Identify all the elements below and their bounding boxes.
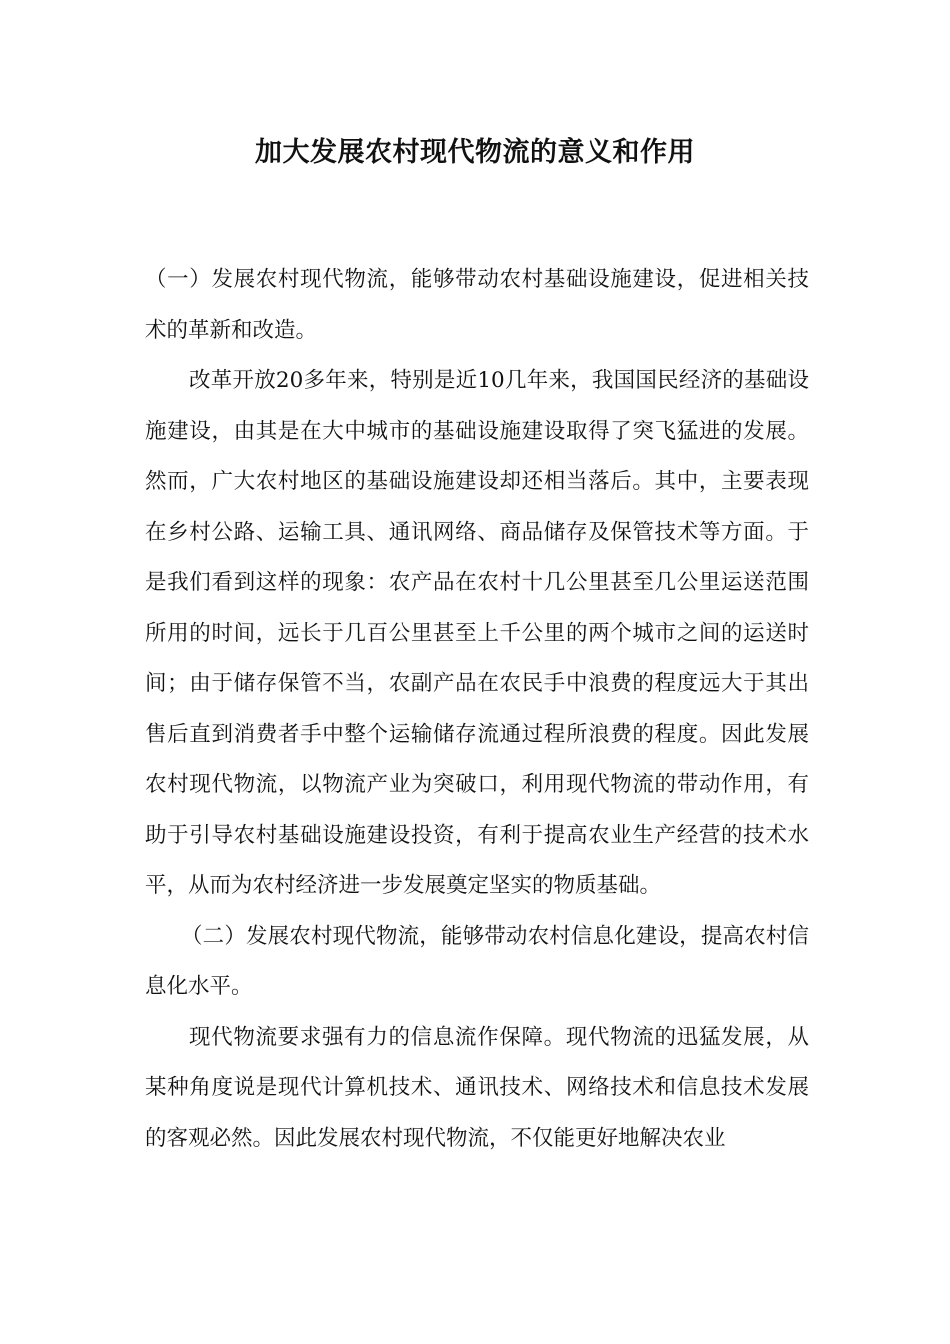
document-body <box>145 255 809 1164</box>
body-paragraph-1: 改革开放20多年来，特别是近10几年来，我国国民经济的基础设施建设，由其是在大中城市的基础设施建设取得了突飞猛进的发展。然而，广大农村地区的基础设施建设却还相当落后。其中，主要表现在乡村公路、运输工具、通讯网络、商品储存及保管技术等方面。于是我们看到这样的现象：农产品在农村十几公里甚至几公里运送范围所用的时间，远长于几百公里甚至上千公里的两个城市之间的运送时间；由于储存保管不当，农副产品在农民手中浪费的程度远大于其出售后直到消费者手中整个运输储存流通过程所浪费的程度。因此发展农村现代物流，以物流产业为突破口，利用现代物流的带动作用，有助于引导农村基础设施建设投资，有利于提高农业生产经营的技术水平，从而为农村经济进一步发展奠定坚实的物质基础。 <box>145 368 809 898</box>
section-heading-2: （二）发展农村现代物流，能够带动农村信息化建设，提高农村信息化水平。 <box>145 923 809 999</box>
document-title: 加大发展农村现代物流的意义和作用 <box>255 137 695 168</box>
section-heading-1: （一）发展农村现代物流，能够带动农村基础设施建设，促进相关技术的革新和改造。 <box>145 267 809 343</box>
body-paragraph-2: 现代物流要求强有力的信息流作保障。现代物流的迅猛发展，从某种角度说是现代计算机技术、通讯技术、网络技术和信息技术发展的客观必然。因此发展农村现代物流，不仅能更好地解决农业 <box>145 1024 809 1151</box>
